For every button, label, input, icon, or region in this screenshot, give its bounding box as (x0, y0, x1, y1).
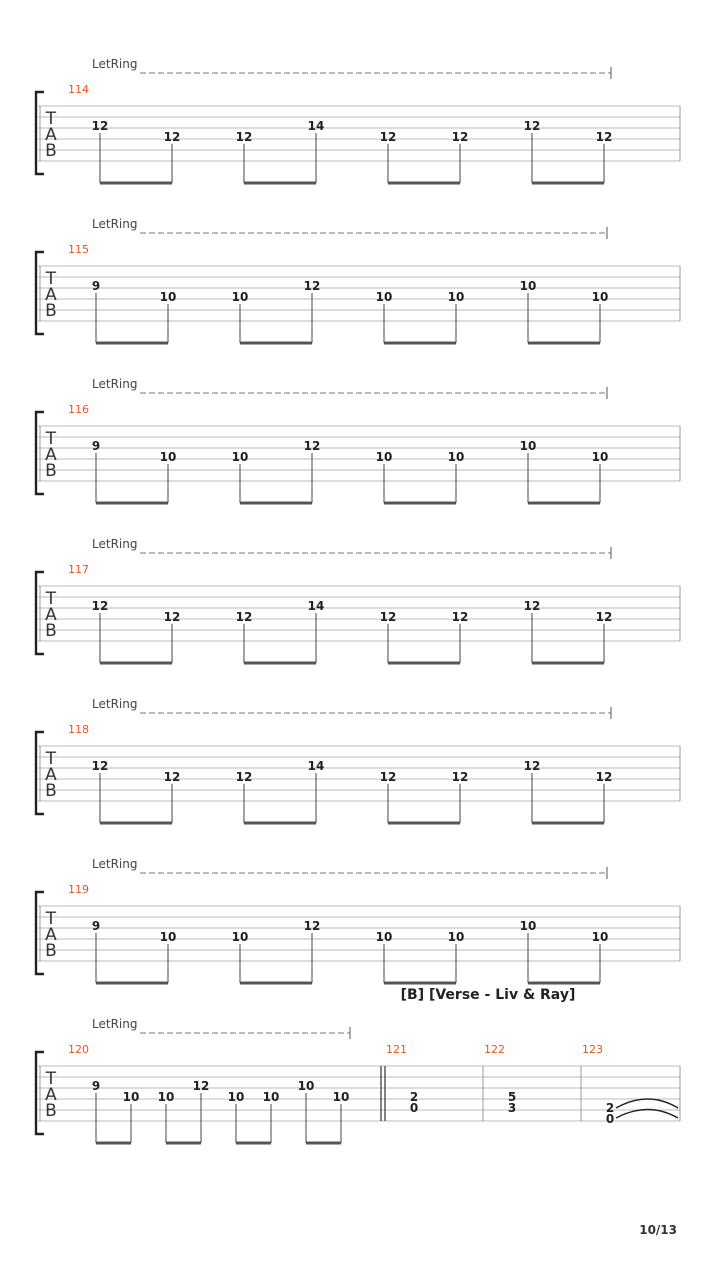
tab-clef-letter: T (45, 109, 57, 129)
fret-number: 10 (519, 439, 537, 453)
fret-number: 10 (227, 1090, 245, 1104)
fret-number: 12 (595, 770, 613, 784)
tab-system (36, 377, 680, 503)
tab-clef-letter: B (45, 941, 57, 961)
fret-number: 10 (591, 450, 609, 464)
fret-number: 10 (375, 930, 393, 944)
tab-clef-letter: B (45, 301, 57, 321)
tab-clef-letter: A (45, 445, 57, 465)
fret-number: 12 (303, 279, 321, 293)
tab-system (36, 57, 680, 183)
fret-number: 12 (235, 610, 253, 624)
page-number: 10/13 (639, 1223, 677, 1237)
fret-number: 0 (409, 1101, 419, 1115)
fret-number: 10 (332, 1090, 350, 1104)
tab-clef-letter: A (45, 1085, 57, 1105)
fret-number: 3 (507, 1101, 517, 1115)
tie-arc (616, 1110, 678, 1119)
fret-number: 12 (523, 599, 541, 613)
tab-clef-letter: B (45, 781, 57, 801)
fret-number: 12 (595, 130, 613, 144)
fret-number: 12 (451, 130, 469, 144)
tab-clef-letter: B (45, 621, 57, 641)
fret-number: 10 (375, 290, 393, 304)
fret-number: 10 (262, 1090, 280, 1104)
let-ring-label: LetRing (92, 1017, 138, 1031)
fret-number: 12 (595, 610, 613, 624)
fret-number: 10 (231, 450, 249, 464)
tab-clef-letter: A (45, 605, 57, 625)
fret-number: 12 (163, 610, 181, 624)
fret-number: 14 (307, 119, 325, 133)
bar-number: 115 (68, 243, 89, 256)
fret-number: 10 (519, 919, 537, 933)
fret-number: 10 (519, 279, 537, 293)
let-ring-label: LetRing (92, 57, 138, 71)
tab-system (36, 217, 680, 343)
fret-number: 14 (307, 759, 325, 773)
fret-number: 10 (231, 930, 249, 944)
fret-number: 12 (523, 119, 541, 133)
bar-number: 117 (68, 563, 89, 576)
tab-clef-letter: A (45, 125, 57, 145)
fret-number: 9 (91, 439, 101, 453)
fret-number: 10 (159, 450, 177, 464)
fret-number: 12 (91, 119, 109, 133)
fret-number: 10 (591, 290, 609, 304)
fret-number: 2 (409, 1090, 419, 1104)
tab-system (36, 537, 680, 663)
fret-number: 12 (451, 610, 469, 624)
fret-number: 10 (297, 1079, 315, 1093)
fret-number: 10 (159, 290, 177, 304)
fret-number: 12 (379, 610, 397, 624)
let-ring-label: LetRing (92, 537, 138, 551)
bar-number: 121 (386, 1043, 407, 1056)
fret-number: 12 (163, 130, 181, 144)
tab-clef-letter: T (45, 429, 57, 449)
bar-number: 118 (68, 723, 89, 736)
tab-clef-letter: A (45, 765, 57, 785)
fret-number: 10 (591, 930, 609, 944)
tab-clef-letter: T (45, 1069, 57, 1089)
fret-number: 14 (307, 599, 325, 613)
fret-number: 12 (91, 599, 109, 613)
fret-number: 12 (303, 919, 321, 933)
fret-number: 10 (122, 1090, 140, 1104)
fret-number: 12 (235, 130, 253, 144)
fret-number: 2 (605, 1101, 615, 1115)
tab-system (36, 857, 680, 983)
tab-clef-letter: T (45, 909, 57, 929)
fret-number: 10 (447, 450, 465, 464)
fret-number: 10 (375, 450, 393, 464)
let-ring-label: LetRing (92, 697, 138, 711)
tab-system (36, 987, 680, 1143)
section-marker: [B] [Verse - Liv & Ray] (400, 987, 576, 1003)
fret-number: 10 (159, 930, 177, 944)
tab-clef-letter: T (45, 749, 57, 769)
fret-number: 12 (163, 770, 181, 784)
tab-clef-letter: A (45, 925, 57, 945)
let-ring-label: LetRing (92, 377, 138, 391)
fret-number: 12 (91, 759, 109, 773)
tab-clef-letter: B (45, 461, 57, 481)
tab-clef-letter: T (45, 269, 57, 289)
tab-clef-letter: B (45, 1101, 57, 1121)
fret-number: 12 (235, 770, 253, 784)
bar-number: 119 (68, 883, 89, 896)
fret-number: 9 (91, 1079, 101, 1093)
fret-number: 5 (507, 1090, 517, 1104)
fret-number: 12 (192, 1079, 210, 1093)
fret-number: 9 (91, 919, 101, 933)
fret-number: 12 (523, 759, 541, 773)
bar-number: 123 (582, 1043, 603, 1056)
fret-number: 10 (157, 1090, 175, 1104)
let-ring-label: LetRing (92, 857, 138, 871)
tab-clef-letter: A (45, 285, 57, 305)
fret-number: 10 (231, 290, 249, 304)
fret-number: 9 (91, 279, 101, 293)
fret-number: 12 (303, 439, 321, 453)
bar-number: 114 (68, 83, 89, 96)
fret-number: 10 (447, 290, 465, 304)
fret-number: 0 (605, 1112, 615, 1126)
let-ring-label: LetRing (92, 217, 138, 231)
tab-system (36, 697, 680, 823)
bar-number: 120 (68, 1043, 89, 1056)
fret-number: 12 (379, 770, 397, 784)
bar-number: 122 (484, 1043, 505, 1056)
fret-number: 12 (451, 770, 469, 784)
tab-clef-letter: B (45, 141, 57, 161)
tie-arc (616, 1099, 678, 1108)
tab-clef-letter: T (45, 589, 57, 609)
fret-number: 12 (379, 130, 397, 144)
bar-number: 116 (68, 403, 89, 416)
fret-number: 10 (447, 930, 465, 944)
